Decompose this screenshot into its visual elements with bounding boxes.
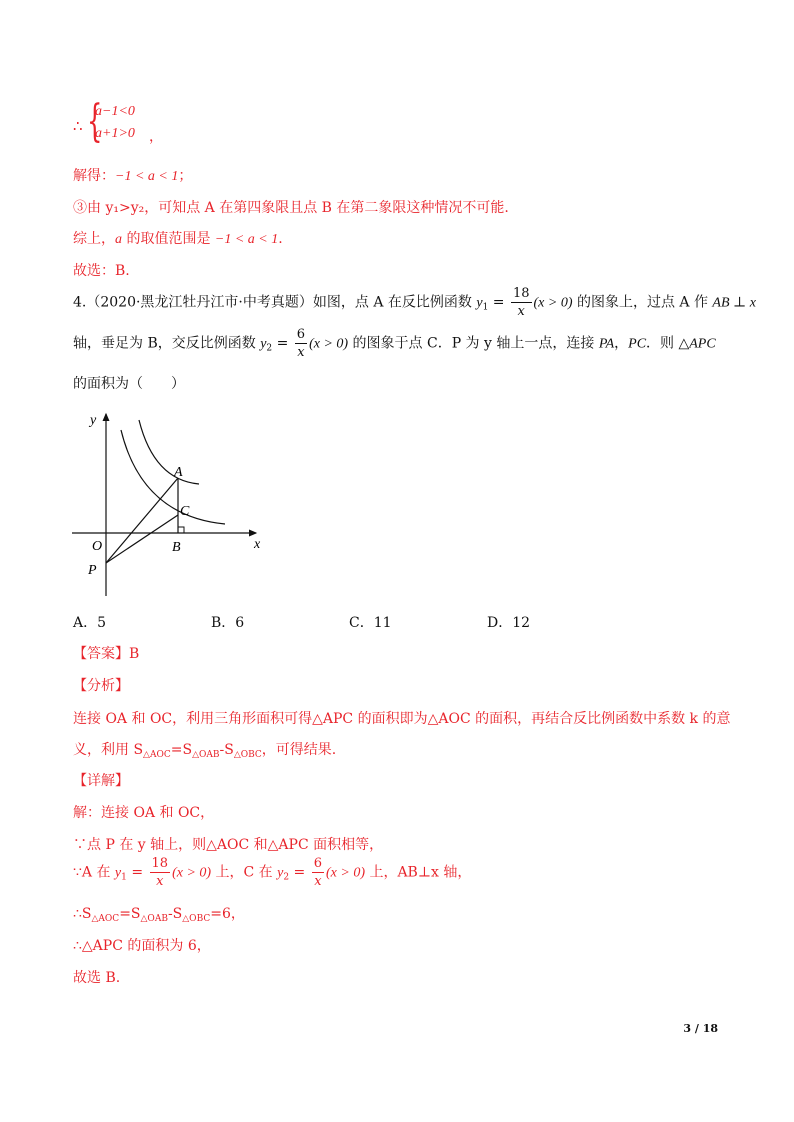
option-a: A．5 <box>73 615 107 631</box>
label-y: y <box>90 413 97 428</box>
question-line-1: 4.（2020·黑龙江牡丹江市·中考真题）如图，点 A 在反比例函数 $y_1$ = $\frac{18}{x}$ (x > 0) 的图象上，过点 A 作 AB ⊥ x <box>73 286 756 319</box>
curve-y1 <box>139 420 199 484</box>
question-line-3: 的面积为（ ） <box>73 376 185 392</box>
label-a: A <box>174 465 183 480</box>
inequality-2: a+1>0 <box>95 126 135 141</box>
solve-line: 解得：−1 < a < 1； <box>73 168 193 184</box>
fraction-6-over-x: $\frac{6}{x}$ <box>296 327 306 360</box>
label-c: C <box>180 504 190 519</box>
detail-line-6: 故选 B. <box>73 970 121 986</box>
option-d: D．12 <box>487 615 531 631</box>
analysis-line-2: 义，利用 $S_{\triangle AOC}=S_{\triangle OAB}-S_{\triangle OBC}$，可得结果. <box>73 742 337 760</box>
previous-choice: 故选：B. <box>73 263 130 279</box>
right-angle-mark <box>178 527 184 533</box>
page-number: 3 / 18 <box>683 1022 718 1035</box>
case-3-line: ③由 y₁>y₂，可知点 A 在第四象限且点 B 在第二象限这种情况不可能. <box>73 200 509 216</box>
brace-symbol: { <box>87 96 103 147</box>
label-b: B <box>172 540 181 555</box>
option-c: C．11 <box>349 615 392 631</box>
question-figure <box>68 406 268 602</box>
therefore-symbol: ∴ <box>73 117 83 135</box>
segment-pc <box>106 515 178 563</box>
label-o: O <box>92 539 103 554</box>
option-b: B．6 <box>211 615 245 631</box>
segment-pa <box>106 478 178 563</box>
question-line-2: 轴，垂足为 B，交反比例函数 $y_2$ = $\frac{6}{x}$ (x > 0) 的图象于点 C．P 为 y 轴上一点，连接 PA，PC．则 △APC <box>73 327 716 360</box>
summary-line: 综上，a 的取值范围是 −1 < a < 1. <box>73 231 283 247</box>
curve-y2 <box>121 430 225 524</box>
detail-line-2: ∵点 P 在 y 轴上，则△AOC 和△APC 面积相等， <box>73 837 384 853</box>
detail-line-4: $\therefore S_{\triangle AOC}=S_{\triangle OAB}-S_{\triangle OBC}=6$， <box>73 906 245 924</box>
detail-line-3: ∵A 在 $y_1$ = $\frac{18}{x}$ (x > 0) 上，C 在 $y_2$ = $\frac{6}{x}$ (x > 0) 上，AB⊥x 轴， <box>73 856 472 889</box>
label-x: x <box>254 537 261 552</box>
detail-fraction-6-over-x: $\frac{6}{x}$ <box>313 856 322 889</box>
answer-tag: 【答案】B <box>73 646 140 662</box>
inequality-system <box>73 96 193 148</box>
analysis-line-1: 连接 OA 和 OC，利用三角形面积可得△APC 的面积即为△AOC 的面积，再结合反比例函数中系数 k 的意 <box>73 711 731 727</box>
figure-svg <box>68 406 268 598</box>
detail-tag: 【详解】 <box>73 773 129 789</box>
analysis-tag: 【分析】 <box>73 678 129 694</box>
inequality-1: a−1<0 <box>95 104 135 119</box>
system-comma: ， <box>149 129 163 145</box>
label-p: P <box>88 563 97 578</box>
fraction-18-over-x: $\frac{18}{x}$ <box>512 286 530 319</box>
detail-fraction-18-over-x: $\frac{18}{x}$ <box>151 856 169 889</box>
detail-line-1: 解：连接 OA 和 OC， <box>73 805 215 821</box>
detail-line-5: ∴△APC 的面积为 6， <box>73 938 211 954</box>
